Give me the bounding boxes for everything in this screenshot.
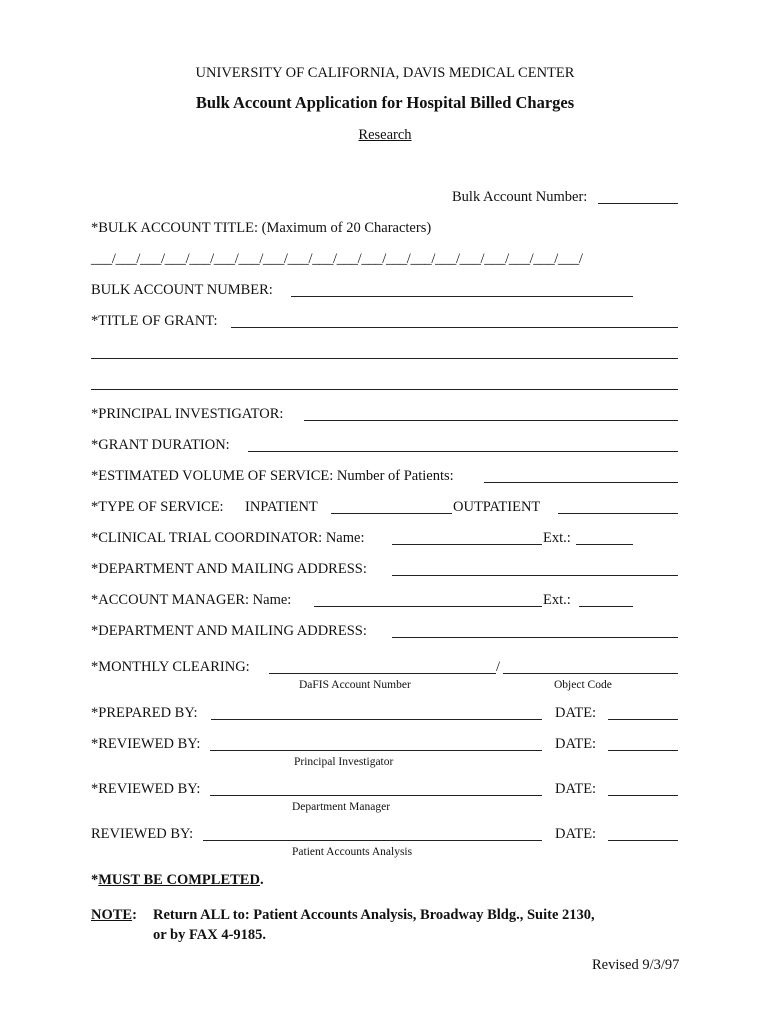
institution-name: UNIVERSITY OF CALIFORNIA, DAVIS MEDICAL CENTER: [195, 65, 575, 81]
object-code-caption: Object Code: [554, 679, 612, 691]
department-mailing-address-field-2[interactable]: [392, 637, 678, 638]
outpatient-label: OUTPATIENT: [453, 499, 541, 515]
clinical-trial-coordinator-name-field[interactable]: [392, 544, 542, 545]
must-be-completed-note: [91, 871, 264, 889]
reviewed-by-dm-label: *REVIEWED BY:: [91, 781, 201, 797]
clinical-trial-coordinator-ext-field[interactable]: [576, 544, 633, 545]
prepared-by-field[interactable]: [211, 719, 542, 720]
clinical-trial-coordinator-label: *CLINICAL TRIAL COORDINATOR: Name:: [91, 530, 365, 546]
estimated-volume-label: *ESTIMATED VOLUME OF SERVICE: Number of Patients:: [91, 468, 454, 484]
monthly-clearing-slash: /: [496, 659, 501, 675]
estimated-volume-field[interactable]: [484, 482, 678, 483]
account-manager-ext-label: Ext.:: [543, 592, 571, 608]
principal-investigator-caption: Principal Investigator: [294, 756, 394, 768]
reviewed-by-paa-date-label: DATE:: [555, 826, 597, 842]
account-manager-label: *ACCOUNT MANAGER: Name:: [91, 592, 292, 608]
note-label-colon: :: [132, 907, 137, 923]
must-be-completed-period: .: [259, 872, 264, 888]
department-mailing-address-label: *DEPARTMENT AND MAILING ADDRESS:: [91, 561, 367, 577]
note-label-text: NOTE: [91, 907, 133, 923]
reviewed-by-pi-date-label: DATE:: [555, 736, 597, 752]
outpatient-field[interactable]: [558, 513, 678, 514]
grant-duration-field[interactable]: [248, 451, 678, 452]
title-of-grant-field[interactable]: [231, 327, 678, 328]
object-code-field[interactable]: [503, 673, 678, 674]
reviewed-by-pi-label: *REVIEWED BY:: [91, 736, 201, 752]
note-line-2: or by FAX 4-9185.: [153, 927, 267, 943]
reviewed-by-paa-field[interactable]: [203, 840, 542, 841]
bulk-account-title-label: *BULK ACCOUNT TITLE: (Maximum of 20 Characters): [91, 220, 432, 236]
must-be-completed-text: MUST BE COMPLETED: [98, 872, 260, 888]
patient-accounts-caption: Patient Accounts Analysis: [292, 846, 413, 858]
reviewed-by-paa-label: REVIEWED BY:: [91, 826, 194, 842]
reviewed-by-pi-date-field[interactable]: [608, 750, 678, 751]
account-manager-ext-field[interactable]: [579, 606, 633, 607]
principal-investigator-label: *PRINCIPAL INVESTIGATOR:: [91, 406, 284, 422]
form-subtitle: Research: [358, 127, 412, 143]
reviewed-by-dm-date-field[interactable]: [608, 795, 678, 796]
clinical-trial-coordinator-ext-label: Ext.:: [543, 530, 571, 546]
reviewed-by-dm-field[interactable]: [210, 795, 542, 796]
must-be-completed-star: *: [91, 872, 99, 888]
reviewed-by-paa-date-field[interactable]: [608, 840, 678, 841]
title-of-grant-field-line3[interactable]: [91, 389, 678, 390]
dafis-account-number-field[interactable]: [269, 673, 496, 674]
monthly-clearing-label: *MONTHLY CLEARING:: [91, 659, 250, 675]
top-bulk-account-number-field[interactable]: [598, 203, 678, 204]
department-manager-caption: Department Manager: [292, 801, 391, 813]
prepared-by-label: *PREPARED BY:: [91, 705, 198, 721]
type-of-service-label: *TYPE OF SERVICE:: [91, 499, 224, 515]
grant-duration-label: *GRANT DURATION:: [91, 437, 230, 453]
revised-date: Revised 9/3/97: [592, 957, 680, 973]
title-of-grant-label: *TITLE OF GRANT:: [91, 313, 218, 329]
prepared-by-date-field[interactable]: [608, 719, 678, 720]
bulk-account-number-label: BULK ACCOUNT NUMBER:: [91, 282, 273, 298]
department-mailing-address-label-2: *DEPARTMENT AND MAILING ADDRESS:: [91, 623, 367, 639]
note-label: [91, 906, 137, 924]
reviewed-by-pi-field[interactable]: [210, 750, 542, 751]
bulk-account-title-char-boxes[interactable]: ___/___/___/___/___/___/___/___/___/___/___/___/___/___/___/___/___/___/___/___/: [91, 251, 583, 267]
form-title: Bulk Account Application for Hospital Billed Charges: [195, 93, 575, 112]
principal-investigator-field[interactable]: [304, 420, 678, 421]
top-bulk-account-number-label: Bulk Account Number:: [452, 189, 588, 205]
account-manager-name-field[interactable]: [314, 606, 542, 607]
inpatient-label: INPATIENT: [245, 499, 318, 515]
bulk-account-number-field[interactable]: [291, 296, 633, 297]
reviewed-by-dm-date-label: DATE:: [555, 781, 597, 797]
inpatient-field[interactable]: [331, 513, 452, 514]
dafis-account-number-caption: DaFIS Account Number: [299, 679, 411, 691]
department-mailing-address-field[interactable]: [392, 575, 678, 576]
title-of-grant-field-line2[interactable]: [91, 358, 678, 359]
note-line-1: Return ALL to: Patient Accounts Analysis, Broadway Bldg., Suite 2130,: [153, 907, 595, 923]
prepared-by-date-label: DATE:: [555, 705, 597, 721]
